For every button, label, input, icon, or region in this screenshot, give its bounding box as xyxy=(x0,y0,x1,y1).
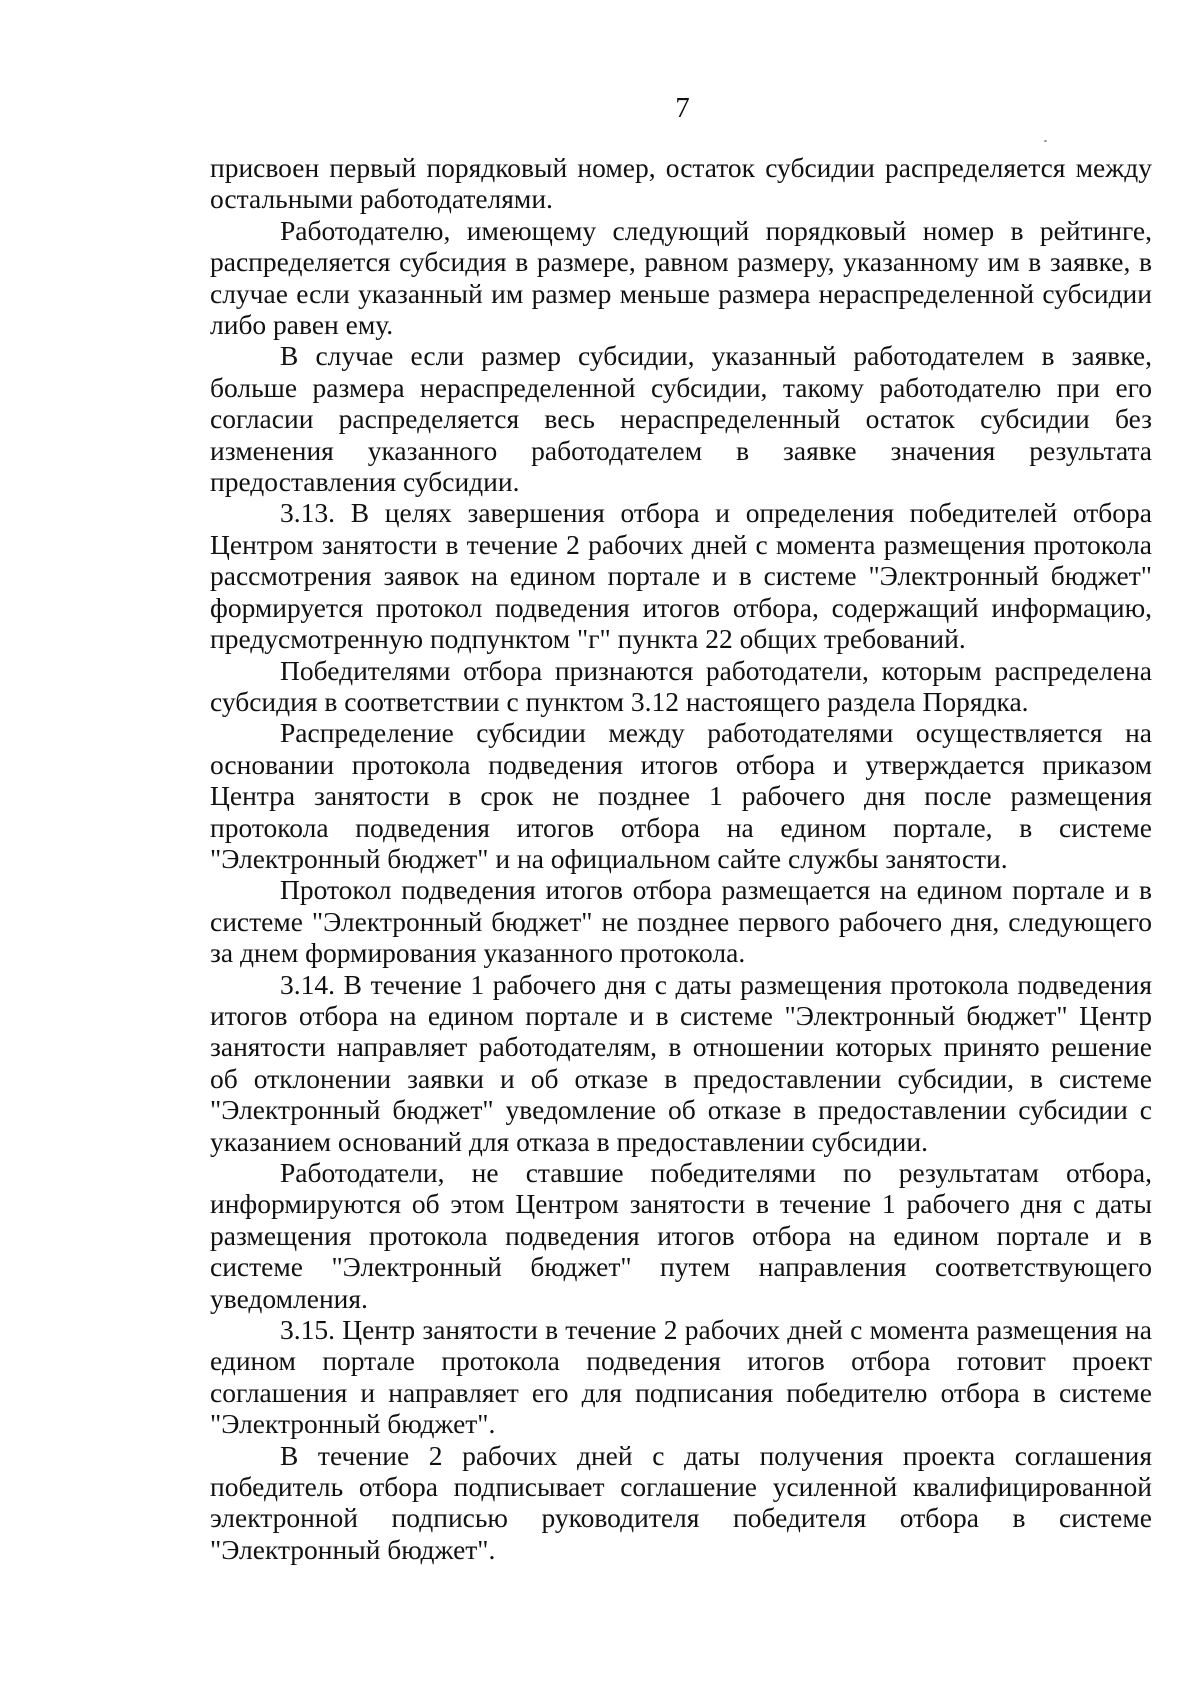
paragraph: В случае если размер субсидии, указанный работодателем в заявке, больше размера нераспределенной субсидии, такому работодателю при его согласии распределяется весь нераспределенный остаток субсидии без изменения указанного работодателем в заявке значения результата предоставления субсидии. xyxy=(210,340,1152,498)
paragraph: В течение 2 рабочих дней с даты получения проекта соглашения победитель отбора подписывает соглашение усиленной квалифицированной электронной подписью руководителя победителя отбора в системе "Электронный бюджет". xyxy=(210,1439,1152,1565)
paragraph: Протокол подведения итогов отбора размещается на едином портале и в системе "Электронный бюджет" не позднее первого рабочего дня, следующего за днем формирования указанного протокола. xyxy=(210,874,1152,969)
paragraph: Распределение субсидии между работодателями осуществляется на основании протокола подведения итогов отбора и утверждается приказом Центра занятости в срок не позднее 1 рабочего дня после размещения протокола подведения итогов отбора на едином портале, в системе "Электронный бюджет" и на официальном сайте службы занятости. xyxy=(210,717,1152,874)
paragraph: присвоен первый порядковый номер, остаток субсидии распределяется между остальными работодателями. xyxy=(210,152,1152,215)
paragraph-clause-3-15: 3.15. Центр занятости в течение 2 рабочих дней с момента размещения на едином портале протокола подведения итогов отбора готовит проект соглашения и направляет его для подписания победителю отбора в системе "Электронный бюджет". xyxy=(210,1314,1152,1440)
scan-artifact xyxy=(1044,140,1047,142)
paragraph: Работодателю, имеющему следующий порядковый номер в рейтинге, распределяется субсидия в размере, равном размеру, указанному им в заявке, в случае если указанный им размер меньше размера нераспределенной субсидии либо равен ему. xyxy=(210,214,1152,341)
paragraph: Работодатели, не ставшие победителями по результатам отбора, информируются об этом Центром занятости в течение 1 рабочего дня с даты размещения протокола подведения итогов отбора на едином портале и в системе "Электронный бюджет" путем направления соответствующего уведомления. xyxy=(210,1157,1152,1314)
document-body xyxy=(210,152,1152,1565)
page-number: 7 xyxy=(675,92,690,124)
paragraph-clause-3-14: 3.14. В течение 1 рабочего дня с даты размещения протокола подведения итогов отбора на едином портале и в системе "Электронный бюджет" Центр занятости направляет работодателям, в отношении которых принято решение об отклонении заявки и об отказе в предоставлении субсидии, в системе "Электронный бюджет" уведомление об отказе в предоставлении субсидии с указанием оснований для отказа в предоставлении субсидии. xyxy=(210,968,1152,1157)
paragraph: Победителями отбора признаются работодатели, которым распределена субсидия в соответствии с пунктом 3.12 настоящего раздела Порядка. xyxy=(210,654,1152,717)
paragraph-clause-3-13: 3.13. В целях завершения отбора и определения победителей отбора Центром занятости в течение 2 рабочих дней с момента размещения протокола рассмотрения заявок на едином портале и в системе "Электронный бюджет" формируется протокол подведения итогов отбора, содержащий информацию, предусмотренную подпунктом "г" пункта 22 общих требований. xyxy=(210,497,1152,655)
